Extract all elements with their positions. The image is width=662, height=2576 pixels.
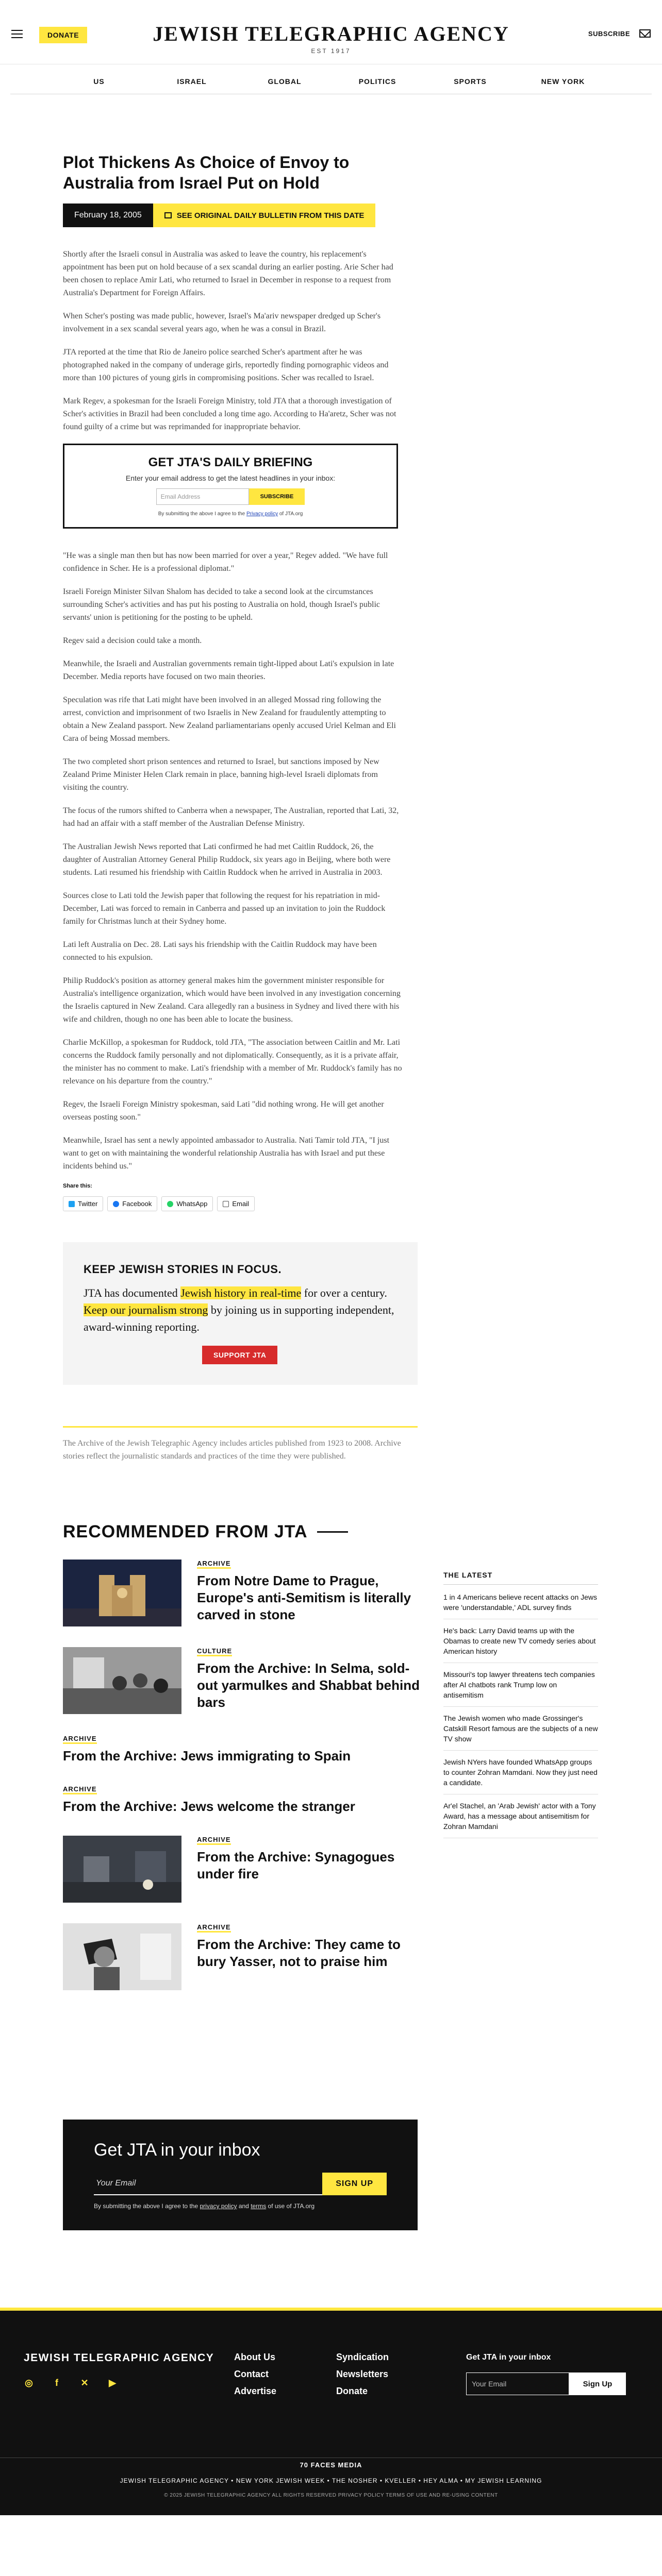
paragraph: The focus of the rumors shifted to Canberra when a newspaper, The Australian, reported that Lati, 32, had had an affair with a staff member of the Australian Defense Ministry. [63, 806, 399, 828]
briefing-title: GET JTA'S DAILY BRIEFING [148, 455, 313, 469]
recommended-category[interactable] [197, 1836, 424, 1843]
logo-established: EST 1917 [311, 47, 351, 55]
support-highlight-2: Keep our journalism strong [84, 1303, 208, 1316]
footer-links-col-2 [336, 2352, 389, 2403]
footer-newsletter-form [466, 2372, 626, 2395]
article-meta [63, 204, 403, 227]
selma-photo[interactable] [63, 1647, 181, 1714]
footer-link-about[interactable]: About Us [234, 2352, 275, 2362]
site-header [0, 0, 662, 64]
paragraph: Regev said a decision could take a month. [63, 636, 202, 645]
support-text-2: for over a century. [301, 1286, 387, 1299]
footer-newsletter-title: Get JTA in your inbox [466, 2353, 551, 2362]
share-whatsapp-label: WhatsApp [176, 1200, 208, 1208]
newsletter-note-end: of use of JTA.org [266, 2202, 315, 2210]
latest-item[interactable]: Missouri's top lawyer threatens tech companies after AI chatbots rank Trump low on antisemitism [443, 1669, 598, 1707]
recommended-item[interactable] [63, 1735, 424, 1765]
briefing-email-input[interactable]: Email Address [156, 488, 249, 505]
share-email-label: Email [232, 1200, 249, 1208]
twitter-icon [69, 1201, 75, 1207]
footer-link-donate[interactable]: Donate [336, 2386, 368, 2396]
briefing-form [64, 488, 396, 505]
email-icon [223, 1201, 229, 1207]
footer-email-input[interactable]: Your Email [466, 2372, 569, 2395]
parent-brand[interactable]: 70 FACES MEDIA [300, 2461, 362, 2469]
copyright: © 2025 JEWISH TELEGRAPHIC AGENCY ALL RIGHTS RESERVED PRIVACY POLICY TERMS OF USE AND RE-USING CONTENT [164, 2493, 498, 2498]
support-highlight-1: Jewish history in real-time [180, 1286, 302, 1299]
newsletter-title: Get JTA in your inbox [94, 2140, 260, 2160]
newsletter-email-input[interactable]: Your Email [94, 2173, 322, 2195]
daily-briefing-box [63, 444, 398, 529]
footer-signup-button[interactable]: Sign Up [569, 2372, 626, 2395]
share-whatsapp-button[interactable] [161, 1196, 213, 1211]
recommended-item[interactable] [63, 1836, 424, 1903]
briefing-subtitle: Enter your email address to get the latest headlines in your inbox: [125, 474, 336, 482]
recommended-item[interactable] [63, 1785, 424, 1815]
briefing-note-text-end: of JTA.org [278, 511, 303, 517]
latest-title: THE LATEST [443, 1571, 598, 1585]
latest-item[interactable]: Jewish NYers have founded WhatsApp groups to counter Zohran Mamdani. Now they just need a candidate. [443, 1757, 598, 1794]
site-footer [0, 2308, 662, 2515]
footer-links-col-1 [234, 2352, 276, 2403]
latest-item[interactable]: The Jewish women who made Grossinger's Catskill Resort famous are the subjects of a new TV show [443, 1713, 598, 1751]
support-text-1: JTA has documented [84, 1286, 181, 1299]
share-label: Share this: [63, 1183, 92, 1189]
footer-link-contact[interactable]: Contact [234, 2369, 269, 2379]
subscribe-link[interactable]: SUBSCRIBE [588, 30, 630, 38]
facebook-icon [113, 1201, 119, 1207]
main-nav [10, 69, 652, 94]
category-label: ARCHIVE [63, 1735, 97, 1744]
nav-israel[interactable]: ISRAEL [177, 77, 207, 86]
privacy-policy-link[interactable]: Privacy policy [246, 511, 278, 517]
document-icon [164, 212, 172, 218]
share-twitter-button[interactable] [63, 1196, 103, 1211]
newsletter-signup [63, 2120, 418, 2230]
paragraph: Shortly after the Israeli consul in Australia was asked to leave the country, his replacement's appointment has been put on hold because of a sex scandal during an earlier posting. Arie Scher had been chosen to replace Amir Lati, who returned to Israel in December in response to a request from Australia's Department for Foreign Affairs. [63, 250, 393, 297]
paragraph: Meanwhile, Israel has sent a newly appointed ambassador to Australia. Nati Tamir told JTA, "I just want to get on with maintaining the wonderful relationship Australia has with Israel and put these incidents behind us." [63, 1136, 390, 1171]
newsletter-form [94, 2173, 387, 2195]
share-email-button[interactable] [217, 1196, 255, 1211]
paragraph: Sources close to Lati told the Jewish paper that following the request for his repatriation in mid-December, Lati was forced to remain in Canberra and passed up an invitation to join the Ruddock family for Christmas lunch at their Sydney home. [63, 891, 386, 926]
recommended-category[interactable] [197, 1647, 424, 1655]
share-buttons [63, 1196, 403, 1211]
support-text [84, 1284, 397, 1335]
paragraph: The Australian Jewish News reported that Lati confirmed he had met Caitlin Ruddock, 26, the daughter of Australian Attorney General Philip Ruddock, six years ago in Beijing, where both were students. Lati resumed his friendship with Caitlin Ruddock when he arrived in Australia in 2003. [63, 842, 391, 877]
recommended-category[interactable] [63, 1785, 355, 1793]
recommended-title-text: RECOMMENDED FROM JTA [63, 1522, 308, 1541]
share-facebook-button[interactable] [107, 1196, 157, 1211]
nav-politics[interactable]: POLITICS [358, 77, 396, 86]
recommended-headline[interactable]: From the Archive: Jews immigrating to Spain [63, 1748, 351, 1764]
paragraph: Speculation was rife that Lati might have been involved in an alleged Mossad ring following the arrest, conviction and imprisonment of two Israelis in New Zealand for fraudulently attempting to obtain a New Zealand passport. New Zealand parliamentarians openly accused Uriel Kelman and Eli Cara of being Mossad members. [63, 696, 396, 743]
original-bulletin-link[interactable] [153, 204, 376, 227]
briefing-note [64, 511, 396, 517]
article [63, 152, 403, 1463]
footer-newsletter [466, 2353, 626, 2395]
recommended-item[interactable] [63, 1560, 424, 1626]
recommended-headline[interactable]: From the Archive: Jews welcome the stranger [63, 1799, 355, 1814]
recommended-headline[interactable]: From the Archive: In Selma, sold-out yarmulkes and Shabbat behind bars [197, 1660, 420, 1710]
notre-dame-image[interactable] [63, 1560, 181, 1626]
footer-logo[interactable]: JEWISH TELEGRAPHIC AGENCY [24, 2352, 214, 2364]
archive-note: The Archive of the Jewish Telegraphic Agency includes articles published from 1923 to 2008. Archive stories reflect the journalistic standards and practices of the time they were published. [63, 1426, 418, 1463]
latest-item[interactable]: He's back: Larry David teams up with the Obamas to create new TV comedy series about American history [443, 1625, 598, 1663]
category-label: CULTURE [197, 1647, 232, 1656]
paragraph: "He was a single man then but has now been married for over a year," Regev added. "We have full confidence in Scher. He is a professional diplomat." [63, 551, 388, 573]
support-jta-button[interactable]: SUPPORT JTA [202, 1346, 277, 1364]
recommended-category[interactable] [197, 1560, 424, 1567]
nav-new-york[interactable]: NEW YORK [541, 77, 585, 86]
paragraph: The two completed short prison sentences and returned to Israel, but sanctions imposed by New Zealand Prime Minister Helen Clark remain in place, banning high-level Israeli diplomats from visiting the country. [63, 757, 379, 792]
donate-button[interactable]: DONATE [39, 27, 87, 43]
category-label: ARCHIVE [197, 1836, 231, 1845]
facebook-icon[interactable]: f [55, 2378, 58, 2388]
recommended-item[interactable] [63, 1647, 424, 1714]
recommended-title [63, 1522, 424, 1542]
privacy-policy-link[interactable]: privacy policy [200, 2202, 237, 2210]
latest-sidebar [443, 1571, 598, 1844]
recommended-headline[interactable]: From Notre Dame to Prague, Europe's anti-Semitism is literally carved in stone [197, 1573, 411, 1622]
support-title: KEEP JEWISH STORIES IN FOCUS. [84, 1263, 282, 1276]
yasser-photo[interactable] [63, 1923, 181, 1990]
category-label: ARCHIVE [197, 1923, 231, 1933]
youtube-icon[interactable]: ▶ [109, 2378, 116, 2388]
article-date: February 18, 2005 [63, 204, 153, 227]
recommended-item[interactable] [63, 1923, 424, 1990]
nav-us[interactable]: US [93, 77, 105, 86]
newsletter-note-text: By submitting the above I agree to the [94, 2202, 200, 2210]
synagogue-photo[interactable] [63, 1836, 181, 1903]
whatsapp-icon [167, 1201, 173, 1207]
recommended-category[interactable] [63, 1735, 351, 1742]
footer-link-newsletters[interactable]: Newsletters [336, 2369, 389, 2379]
recommended-category[interactable] [197, 1923, 424, 1931]
nav-sports[interactable]: SPORTS [454, 77, 487, 86]
paragraph: Charlie McKillop, a spokesman for Ruddock, told JTA, "The association between Caitlin and Mr. Lati concerns the Ruddock family personally and not diplomatically. Consequently, as it is a private affair, the minister has no comment to make. Lati's friendship with a member of Mr. Ruddock's family has no relevance on his departure from the country." [63, 1038, 402, 1086]
paragraph: When Scher's posting was made public, however, Israel's Ma'ariv newspaper dredged up Scher's involvement in a sex scandal several years ago, when he was a consul in Brazil. [63, 312, 381, 333]
paragraph: Philip Ruddock's position as attorney general makes him the government minister responsible for Australia's intelligence organization, which would have been involved in any investigation concerning the Israelis captured in New Zealand. Cara allegedly ran a business in Sydney and lived there with his wife and children, though no one has been able to locate the business. [63, 976, 401, 1024]
briefing-subscribe-button[interactable]: SUBSCRIBE [249, 488, 305, 505]
bulletin-label: SEE ORIGINAL DAILY BULLETIN FROM THIS DATE [176, 211, 365, 220]
paragraph: Lati left Australia on Dec. 28. Lati says his friendship with the Caitlin Ruddock may have been connected to his expulsion. [63, 940, 377, 962]
support-text-3: by joining us in supporting independent, award-winning reporting. [84, 1303, 394, 1333]
footer-bottom [0, 2458, 662, 2498]
recommended-headline[interactable]: From the Archive: Synagogues under fire [197, 1849, 395, 1882]
footer-socials [24, 2378, 118, 2388]
newsletter-signup-button[interactable]: SIGN UP [322, 2173, 387, 2195]
category-label: ARCHIVE [63, 1785, 97, 1794]
paragraph: Israeli Foreign Minister Silvan Shalom has decided to take a second look at the circumstances surrounding Scher's activities and has put his posting to Australia on hold, though Israel's public servants' union is petitioning for the posting to be upheld. [63, 587, 380, 622]
latest-item[interactable]: 1 in 4 Americans believe recent attacks on Jews were 'understandable,' ADL survey finds [443, 1592, 598, 1619]
footer-link-syndication[interactable]: Syndication [336, 2352, 389, 2362]
share-twitter-label: Twitter [78, 1200, 98, 1208]
category-label: ARCHIVE [197, 1560, 231, 1569]
recommended-section [0, 1522, 662, 2120]
paragraph: Mark Regev, a spokesman for the Israeli Foreign Ministry, told JTA that a thorough investigation of Scher's activities in Brazil had been concluded a long time ago. According to Ha'aretz, Scher was not found guilty of a crime but was reprimanded for inappropriate behavior. [63, 397, 396, 431]
support-box [63, 1242, 418, 1385]
paragraph: Meanwhile, the Israeli and Australian governments remain tight-lipped about Lati's expulsion in late December. Media reports have focused on two main theories. [63, 659, 394, 681]
nav-global[interactable]: GLOBAL [268, 77, 302, 86]
paragraph: Regev, the Israeli Foreign Ministry spokesman, said Lati "did nothing wrong. He will get another overseas posting soon." [63, 1100, 384, 1122]
recommended-headline[interactable]: From the Archive: They came to bury Yasser, not to praise him [197, 1937, 401, 1969]
briefing-note-text: By submitting the above I agree to the [158, 511, 246, 517]
paragraph: JTA reported at the time that Rio de Janeiro police searched Scher's apartment after he was photographed naked in the company of underage girls, reportedly finding pornographic videos and more than 100 pictures of young girls in compromising positions. Scher was recalled to Israel. [63, 348, 389, 382]
x-icon[interactable]: ✕ [80, 2378, 89, 2388]
share-facebook-label: Facebook [122, 1200, 152, 1208]
terms-link[interactable]: terms [251, 2202, 267, 2210]
latest-item[interactable]: Ar'el Stachel, an 'Arab Jewish' actor with a Tony Award, has a message about antisemitism for Zohran Mamdani [443, 1801, 598, 1838]
recommended-list [63, 1522, 424, 2011]
title-underline [317, 1531, 348, 1533]
article-title: Plot Thickens As Choice of Envoy to Australia from Israel Put on Hold [63, 153, 350, 192]
site-logo[interactable]: JEWISH TELEGRAPHIC AGENCY [153, 22, 509, 45]
newsletter-note [94, 2202, 387, 2210]
instagram-icon[interactable]: ◎ [25, 2378, 33, 2388]
footer-link-advertise[interactable]: Advertise [234, 2386, 277, 2396]
network-links[interactable]: JEWISH TELEGRAPHIC AGENCY • NEW YORK JEWISH WEEK • THE NOSHER • KVELLER • HEY ALMA • MY JEWISH LEARNING [120, 2477, 542, 2484]
mail-icon[interactable] [639, 29, 651, 38]
newsletter-note-and: and [237, 2202, 251, 2210]
